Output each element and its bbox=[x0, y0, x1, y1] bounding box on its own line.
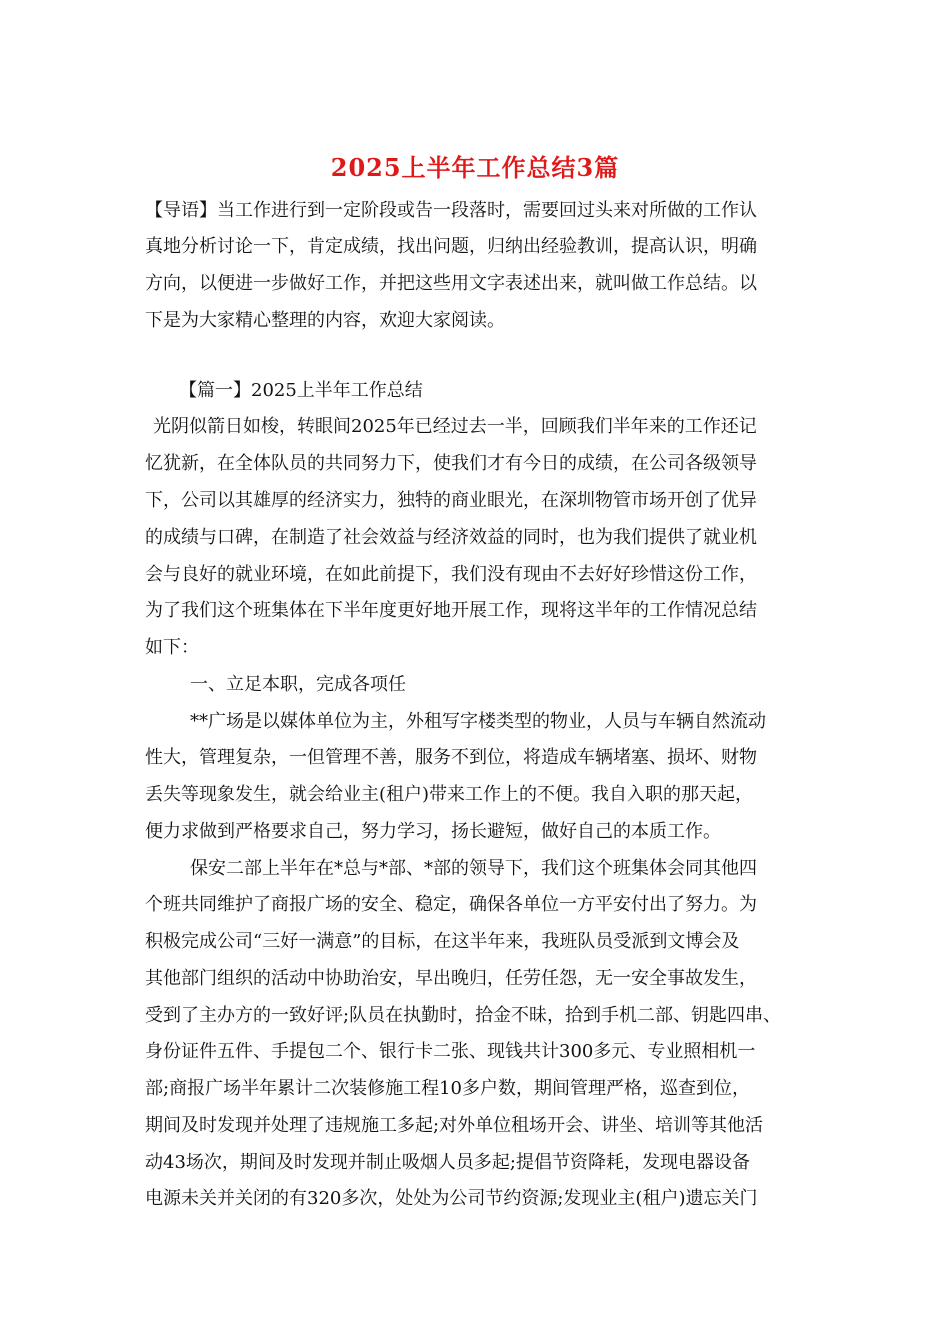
paragraph-line: 会与良好的就业环境，在如此前提下，我们没有现由不去好好珍惜这份工作， bbox=[145, 564, 757, 585]
paragraph-line: 个班共同维护了商报广场的安全、稳定，确保各单位一方平安付出了努力。为 bbox=[145, 894, 757, 915]
paragraph-line: 身份证件五件、手提包二个、银行卡二张、现钱共计300多元、专业照相机一 bbox=[145, 1041, 756, 1062]
paragraph-line: 其他部门组织的活动中协助治安，早出晚归，任劳任怨，无一安全事故发生， bbox=[145, 968, 757, 989]
paragraph-line: 的成绩与口碑，在制造了社会效益与经济效益的同时，也为我们提供了就业机 bbox=[145, 527, 757, 548]
paragraph-line: 丢失等现象发生，就会给业主(租户)带来工作上的不便。我自入职的那天起， bbox=[145, 784, 754, 805]
paragraph-line: 便力求做到严格要求自己，努力学习，扬长避短，做好自己的本质工作。 bbox=[145, 821, 721, 842]
paragraph-line: 部;商报广场半年累计二次装修施工程10多户数，期间管理严格，巡查到位， bbox=[145, 1078, 750, 1099]
paragraph-line: **广场是以媒体单位为主，外租写字楼类型的物业，人员与车辆自然流动 bbox=[190, 711, 766, 732]
paragraph-line: 保安二部上半年在*总与*部、*部的领导下，我们这个班集体会同其他四 bbox=[190, 858, 757, 879]
paragraph-line: 期间及时发现并处理了违规施工多起;对外单位租场开会、讲坐、培训等其他活 bbox=[145, 1115, 764, 1136]
intro-line-2: 真地分析讨论一下，肯定成绩，找出问题，归纳出经验教训，提高认识，明确 bbox=[145, 236, 757, 257]
paragraph-line: 积极完成公司“三好一满意”的目标，在这半年来，我班队员受派到文博会及 bbox=[145, 931, 740, 952]
intro-line-3: 方向，以便进一步做好工作，并把这些用文字表述出来，就叫做工作总结。以 bbox=[145, 273, 757, 294]
intro-line-4: 下是为大家精心整理的内容，欢迎大家阅读。 bbox=[145, 310, 505, 331]
paragraph-line: 为了我们这个班集体在下半年度更好地开展工作，现将这半年的工作情况总结 bbox=[145, 600, 757, 621]
paragraph-line: 下，公司以其雄厚的经济实力，独特的商业眼光，在深圳物管市场开创了优异 bbox=[145, 490, 757, 511]
paragraph-line: 忆犹新，在全体队员的共同努力下，使我们才有今日的成绩，在公司各级领导 bbox=[145, 453, 757, 474]
section-heading: 【篇一】2025上半年工作总结 bbox=[179, 380, 423, 401]
paragraph-line: 受到了主办方的一致好评;队员在执勤时，拾金不昧，拾到手机二部、钥匙四串、 bbox=[145, 1005, 782, 1026]
intro-line-1: 【导语】当工作进行到一定阶段或告一段落时，需要回过头来对所做的工作认 bbox=[145, 200, 757, 221]
paragraph-line: 光阴似箭日如梭，转眼间2025年已经过去一半，回顾我们半年来的工作还记 bbox=[153, 416, 757, 437]
paragraph-line: 动43场次，期间及时发现并制止吸烟人员多起;提倡节资降耗，发现电器设备 bbox=[145, 1152, 750, 1173]
subheading: 一、立足本职，完成各项任 bbox=[190, 674, 406, 695]
paragraph-line: 电源未关并关闭的有320多次，处处为公司节约资源;发现业主(租户)遗忘关门 bbox=[145, 1188, 758, 1209]
paragraph-line: 如下： bbox=[145, 637, 199, 658]
paragraph-line: 性大，管理复杂，一但管理不善，服务不到位，将造成车辆堵塞、损坏、财物 bbox=[145, 747, 757, 768]
document-title: 2025上半年工作总结3篇 bbox=[330, 153, 620, 182]
